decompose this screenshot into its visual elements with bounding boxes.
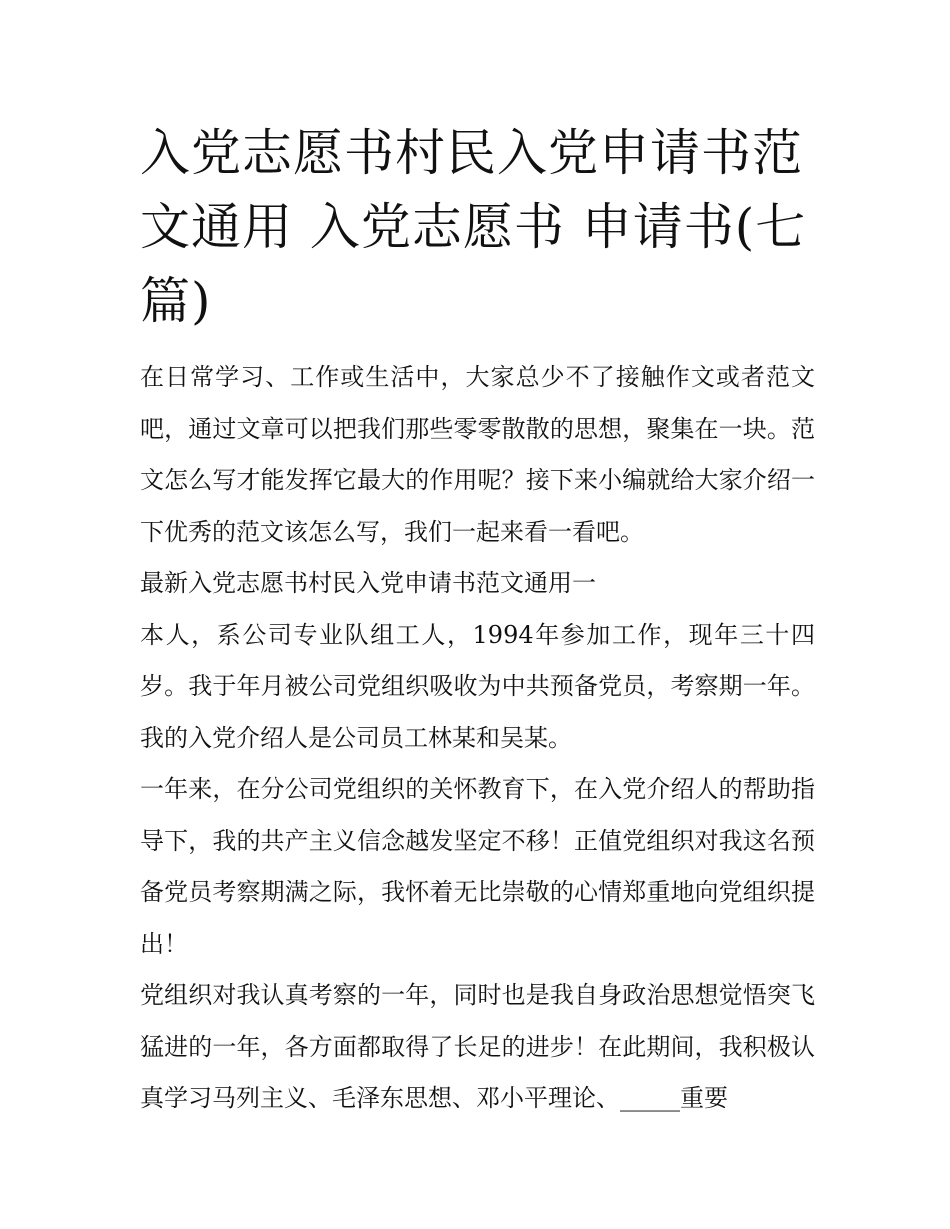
- document-title: 入党志愿书村民入党申请书范文通用 入党志愿书 申请书(七篇): [140, 124, 807, 330]
- document-body: [140, 352, 815, 1125]
- intro-paragraph: 在日常学习、工作或生活中，大家总少不了接触作文或者范文吧，通过文章可以把我们那些零零散散的思想，聚集在一块。范文怎么写才能发挥它最大的作用呢？接下来小编就给大家介绍一下优秀的范文该怎么写，我们一起来看一看吧。: [140, 363, 815, 546]
- body-paragraph: 党组织对我认真考察的一年，同时也是我自身政治思想觉悟突飞猛进的一年，各方面都取得了长足的进步！在此期间，我积极认真学习马列主义、毛泽东思想、邓小平理论、_____重要: [140, 981, 815, 1112]
- section-heading: 最新入党志愿书村民入党申请书范文通用一: [140, 569, 596, 597]
- body-paragraph: 一年来，在分公司党组织的关怀教育下，在入党介绍人的帮助指导下，我的共产主义信念越发坚定不移！正值党组织对我这名预备党员考察期满之际，我怀着无比崇敬的心情郑重地向党组织提出！: [140, 775, 815, 958]
- body-paragraph: 本人，系公司专业队组工人，1994年参加工作，现年三十四岁。我于年月被公司党组织吸收为中共预备党员，考察期一年。我的入党介绍人是公司员工林某和吴某。: [140, 620, 815, 752]
